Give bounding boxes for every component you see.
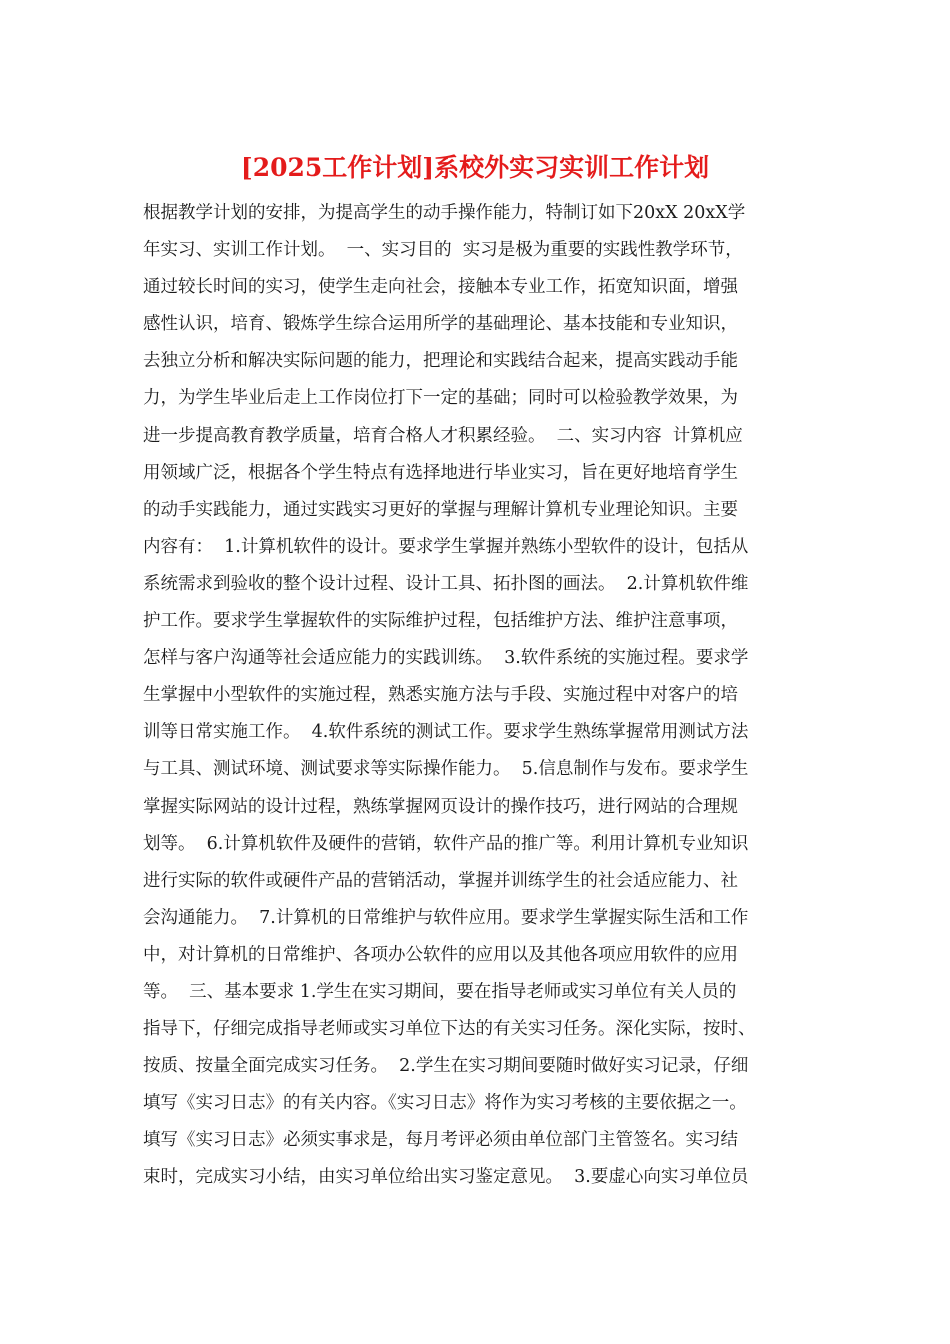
body-line: 感性认识，培育、锻炼学生综合运用所学的基础理论、基本技能和专业知识， [143,314,738,335]
document-title: [2025工作计划]系校外实习实训工作计划 [240,153,710,182]
body-line: 的动手实践能力，通过实践实习更好的掌握与理解计算机专业理论知识。主要 [143,499,738,520]
body-line: 填写《实习日志》的有关内容。《实习日志》将作为实习考核的主要依据之一。 [143,1093,747,1114]
body-line: 指导下，仔细完成指导老师或实习单位下达的有关实习任务。深化实际，按时、 [143,1019,756,1040]
body-line: 等。 三、基本要求 1.学生在实习期间，要在指导老师或实习单位有关人员的 [143,981,737,1002]
body-line: 生掌握中小型软件的实施过程，熟悉实施方法与手段、实施过程中对客户的培 [143,685,738,706]
body-line: 会沟通能力。 7.计算机的日常维护与软件应用。要求学生掌握实际生活和工作 [143,907,749,928]
body-line: 怎样与客户沟通等社会适应能力的实践训练。 3.软件系统的实施过程。要求学 [143,648,749,669]
body-line: 通过较长时间的实习，使学生走向社会，接触本专业工作，拓宽知识面，增强 [143,277,738,298]
body-line: 系统需求到验收的整个设计过程、设计工具、拓扑图的画法。 2.计算机软件维 [143,573,749,594]
body-line: 训等日常实施工作。 4.软件系统的测试工作。要求学生熟练掌握常用测试方法 [143,722,749,743]
body-line: 用领域广泛，根据各个学生特点有选择地进行毕业实习，旨在更好地培育学生 [143,462,738,483]
body-line: 力，为学生毕业后走上工作岗位打下一定的基础；同时可以检验教学效果，为 [143,388,738,409]
body-line: 进一步提高教育教学质量，培育合格人才积累经验。 二、实习内容 计算机应 [143,425,743,446]
body-line: 划等。 6.计算机软件及硬件的营销，软件产品的推广等。利用计算机专业知识 [143,833,749,854]
document-body [143,195,813,1197]
body-line: 护工作。要求学生掌握软件的实际维护过程，包括维护方法、维护注意事项， [143,611,738,632]
body-line: 按质、按量全面完成实习任务。 2.学生在实习期间要随时做好实习记录，仔细 [143,1056,749,1077]
body-line: 填写《实习日志》必须实事求是，每月考评必须由单位部门主管签名。实习结 [143,1130,738,1151]
body-line: 束时，完成实习小结，由实习单位给出实习鉴定意见。 3.要虚心向实习单位员 [143,1167,749,1188]
body-line: 进行实际的软件或硬件产品的营销活动，掌握并训练学生的社会适应能力、社 [143,870,738,891]
body-line: 去独立分析和解决实际问题的能力，把理论和实践结合起来，提高实践动手能 [143,351,738,372]
body-line: 年实习、实训工作计划。 一、实习目的 实习是极为重要的实践性教学环节， [143,240,743,261]
body-line: 掌握实际网站的设计过程，熟练掌握网页设计的操作技巧，进行网站的合理规 [143,796,738,817]
body-line: 中，对计算机的日常维护、各项办公软件的应用以及其他各项应用软件的应用 [143,944,738,965]
body-line: 根据教学计划的安排，为提高学生的动手操作能力，特制订如下20xX 20xX学 [143,203,746,223]
body-line: 内容有： 1.计算机软件的设计。要求学生掌握并熟练小型软件的设计，包括从 [143,536,749,557]
body-line: 与工具、测试环境、测试要求等实际操作能力。 5.信息制作与发布。要求学生 [143,759,749,780]
